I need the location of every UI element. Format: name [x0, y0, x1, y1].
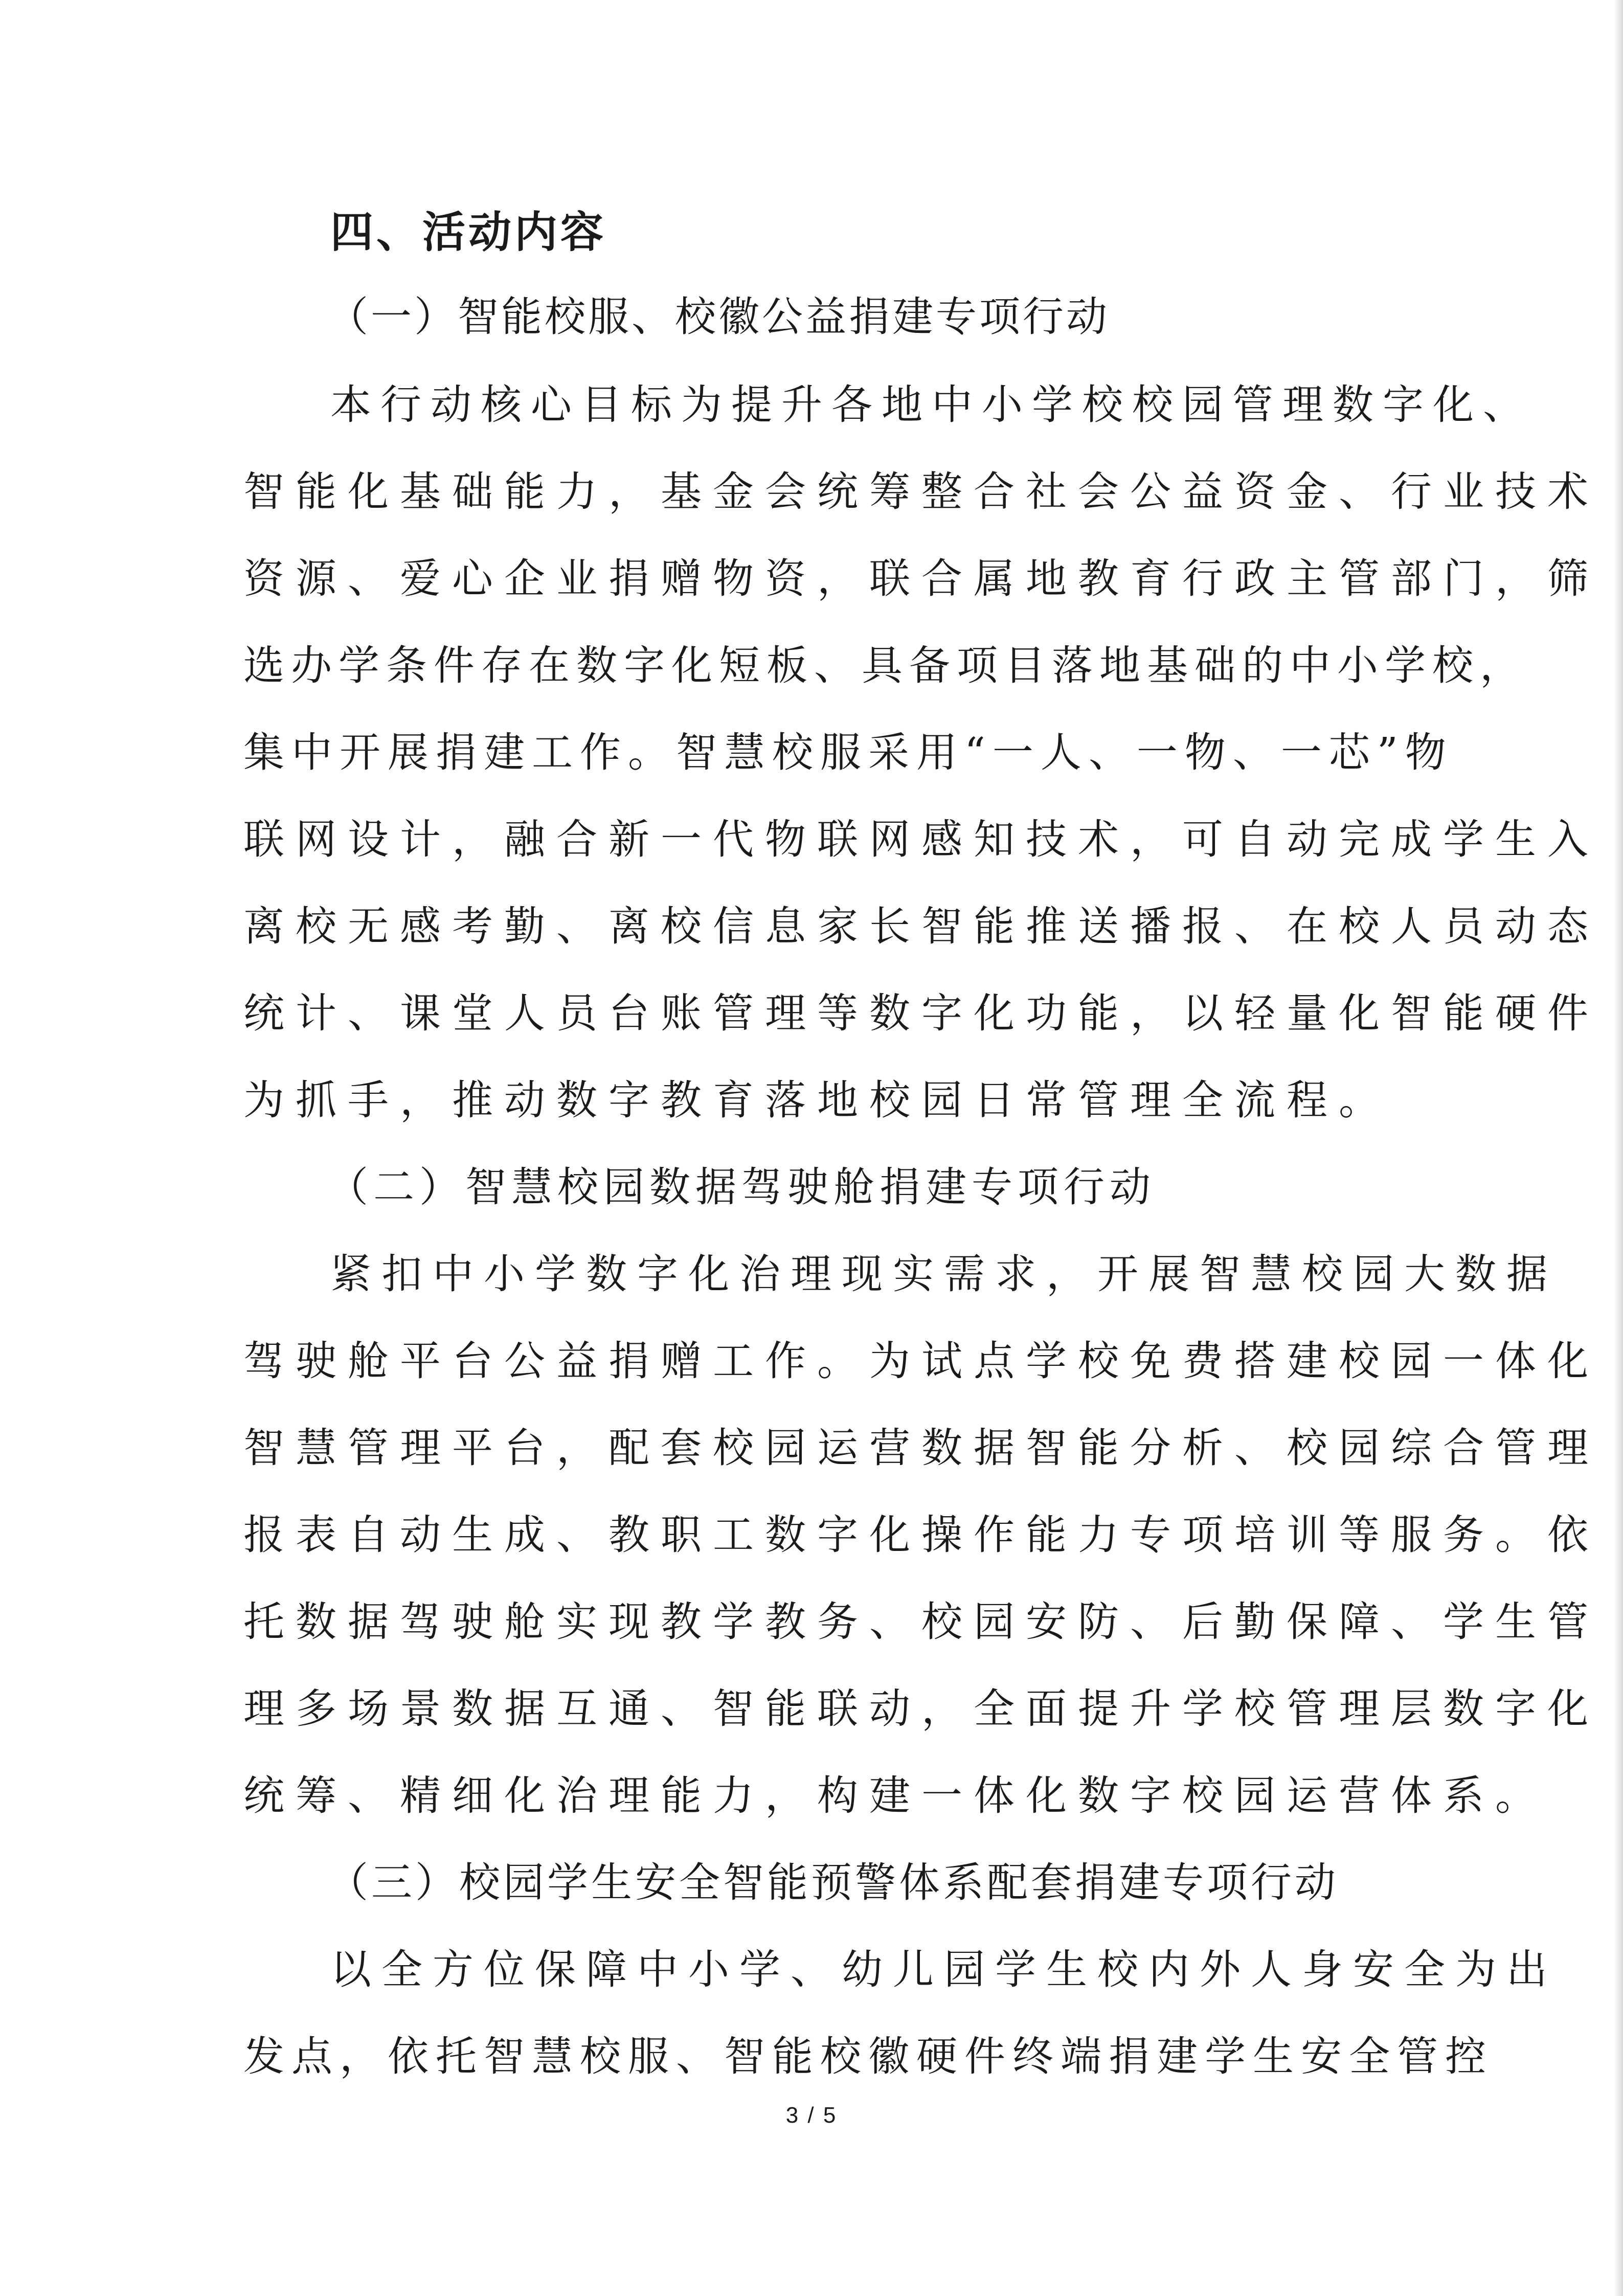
- section-heading: 四、活动内容: [330, 207, 607, 257]
- paragraph-line: 驾驶舱平台公益捐赠工作。为试点学校免费搭建校园一体化: [243, 1337, 1599, 1385]
- paragraph-line: 集中开展捐建工作。智慧校服采用“一人、一物、一芯”物: [243, 729, 1453, 776]
- paragraph-line: 智能化基础能力，基金会统筹整合社会公益资金、行业技术: [243, 468, 1599, 515]
- subheading-1: （一）智能校服、校徽公益捐建专项行动: [327, 293, 1110, 341]
- subheading-3: （三）校园学生安全智能预警体系配套捐建专项行动: [327, 1859, 1339, 1906]
- page-edge-shadow: [1614, 0, 1623, 2296]
- paragraph-line: 智慧管理平台，配套校园运营数据智能分析、校园综合管理: [243, 1424, 1599, 1472]
- paragraph-line: 托数据驾驶舱实现教学教务、校园安防、后勤保障、学生管: [243, 1598, 1599, 1646]
- paragraph-line: 统筹、精细化治理能力，构建一体化数字校园运营体系。: [243, 1772, 1547, 1819]
- paragraph-line: 统计、课堂人员台账管理等数字化功能，以轻量化智能硬件: [243, 989, 1599, 1037]
- subheading-2: （二）智慧校园数据驾驶舱捐建专项行动: [327, 1163, 1156, 1211]
- paragraph-line: 选办学条件存在数字化短板、具备项目落地基础的中小学校，: [243, 642, 1527, 689]
- paragraph-line: 理多场景数据互通、智能联动，全面提升学校管理层数字化: [243, 1685, 1599, 1732]
- paragraph-line: 为抓手，推动数字教育落地校园日常管理全流程。: [243, 1076, 1391, 1124]
- paragraph-line: 资源、爱心企业捐赠物资，联合属地教育行政主管部门，筛: [243, 555, 1599, 602]
- paragraph-line: 发点，依托智慧校服、智能校徽硬件终端捐建学生安全管控: [243, 2033, 1493, 2080]
- paragraph-line: 联网设计，融合新一代物联网感知技术，可自动完成学生入: [243, 816, 1599, 863]
- paragraph-line: 离校无感考勤、离校信息家长智能推送播报、在校人员动态: [243, 903, 1599, 950]
- page-number: 3 / 5: [785, 2103, 838, 2128]
- paragraph-line: 紧扣中小学数字化治理现实需求，开展智慧校园大数据: [330, 1250, 1558, 1298]
- paragraph-line: 以全方位保障中小学、幼儿园学生校内外人身安全为出: [330, 1946, 1558, 1993]
- paragraph-line: 本行动核心目标为提升各地中小学校校园管理数字化、: [330, 381, 1533, 429]
- paragraph-line: 报表自动生成、教职工数字化操作能力专项培训等服务。依: [243, 1511, 1599, 1559]
